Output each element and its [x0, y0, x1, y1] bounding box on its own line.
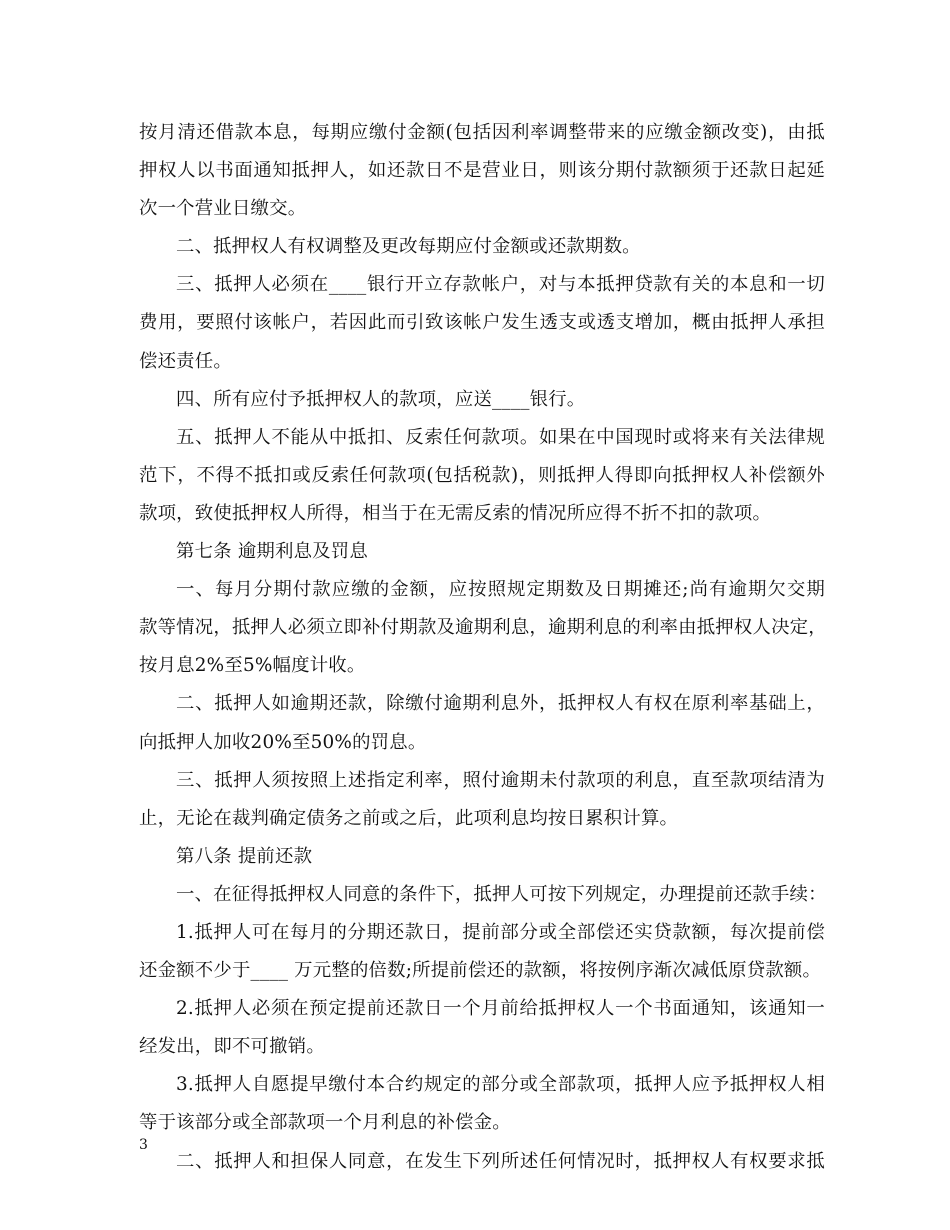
section-heading: 第七条 逾期利息及罚息: [176, 541, 368, 563]
text-line: 三、抵押人须按照上述指定利率，照付逾期未付款项的利息，直至款项结清为: [176, 769, 825, 791]
text-line: 范下，不得不抵扣或反索任何款项(包括税款)，则抵押人得即向抵押权人补偿额外: [139, 464, 825, 486]
section-heading: 第八条 提前还款: [176, 845, 313, 867]
text-line: 等于该部分或全部款项一个月利息的补偿金。: [139, 1112, 511, 1134]
text-line: 止，无论在裁判确定债务之前或之后，此项利息均按日累积计算。: [139, 807, 679, 829]
text-line: 向抵押人加收20%至50%的罚息。: [139, 731, 427, 753]
text-line: 偿还责任。: [139, 350, 232, 372]
text-line: 按月息2%至5%幅度计收。: [139, 655, 366, 677]
text-line: 二、抵押人如逾期还款，除缴付逾期利息外，抵押权人有权在原利率基础上，: [176, 693, 825, 715]
text-line: 还金额不少于____ 万元整的倍数;所提前偿还的款额，将按例序渐次减低原贷款额。: [139, 960, 822, 982]
text-line: 一、在征得抵押权人同意的条件下，抵押人可按下列规定，办理提前还款手续：: [176, 883, 827, 905]
text-line: 款等情况，抵押人必须立即补付期款及逾期利息，逾期利息的利率由抵押权人决定，: [139, 617, 827, 639]
text-line: 费用，要照付该帐户，若因此而引致该帐户发生透支或透支增加，概由抵押人承担: [139, 312, 825, 334]
page-number: 3: [139, 1137, 148, 1153]
text-line: 三、抵押人必须在____银行开立存款帐户，对与本抵押贷款有关的本息和一切: [176, 274, 825, 296]
text-line: 四、所有应付予抵押权人的款项，应送____银行。: [176, 388, 586, 410]
text-line: 1.抵押人可在每月的分期还款日，提前部分或全部偿还实贷款额，每次提前偿: [176, 921, 825, 943]
text-line: 按月清还借款本息，每期应缴付金额(包括因利率调整带来的应缴金额改变)，由抵: [139, 122, 825, 143]
text-line: 经发出，即不可撤销。: [139, 1036, 325, 1058]
document-body: [139, 114, 825, 1181]
text-line: 款项，致使抵押权人所得，相当于在无需反索的情况所应得不折不扣的款项。: [139, 502, 772, 524]
text-line: 一、每月分期付款应缴的金额，应按照规定期数及日期摊还;尚有逾期欠交期: [176, 579, 825, 601]
text-line: 2.抵押人必须在预定提前还款日一个月前给抵押权人一个书面通知，该通知一: [176, 998, 825, 1020]
text-line: 次一个营业日缴交。: [139, 198, 307, 220]
text-line: 押权人以书面通知抵押人，如还款日不是营业日，则该分期付款额须于还款日起延: [139, 160, 825, 182]
text-line: 五、抵押人不能从中抵扣、反索任何款项。如果在中国现时或将来有关法律规: [176, 426, 825, 448]
text-line: 二、抵押人和担保人同意，在发生下列所述任何情况时，抵押权人有权要求抵: [176, 1150, 825, 1172]
text-line: 二、抵押权人有权调整及更改每期应付金额或还款期数。: [176, 236, 641, 258]
text-line: 3.抵押人自愿提早缴付本合约规定的部分或全部款项，抵押人应予抵押权人相: [176, 1074, 825, 1096]
